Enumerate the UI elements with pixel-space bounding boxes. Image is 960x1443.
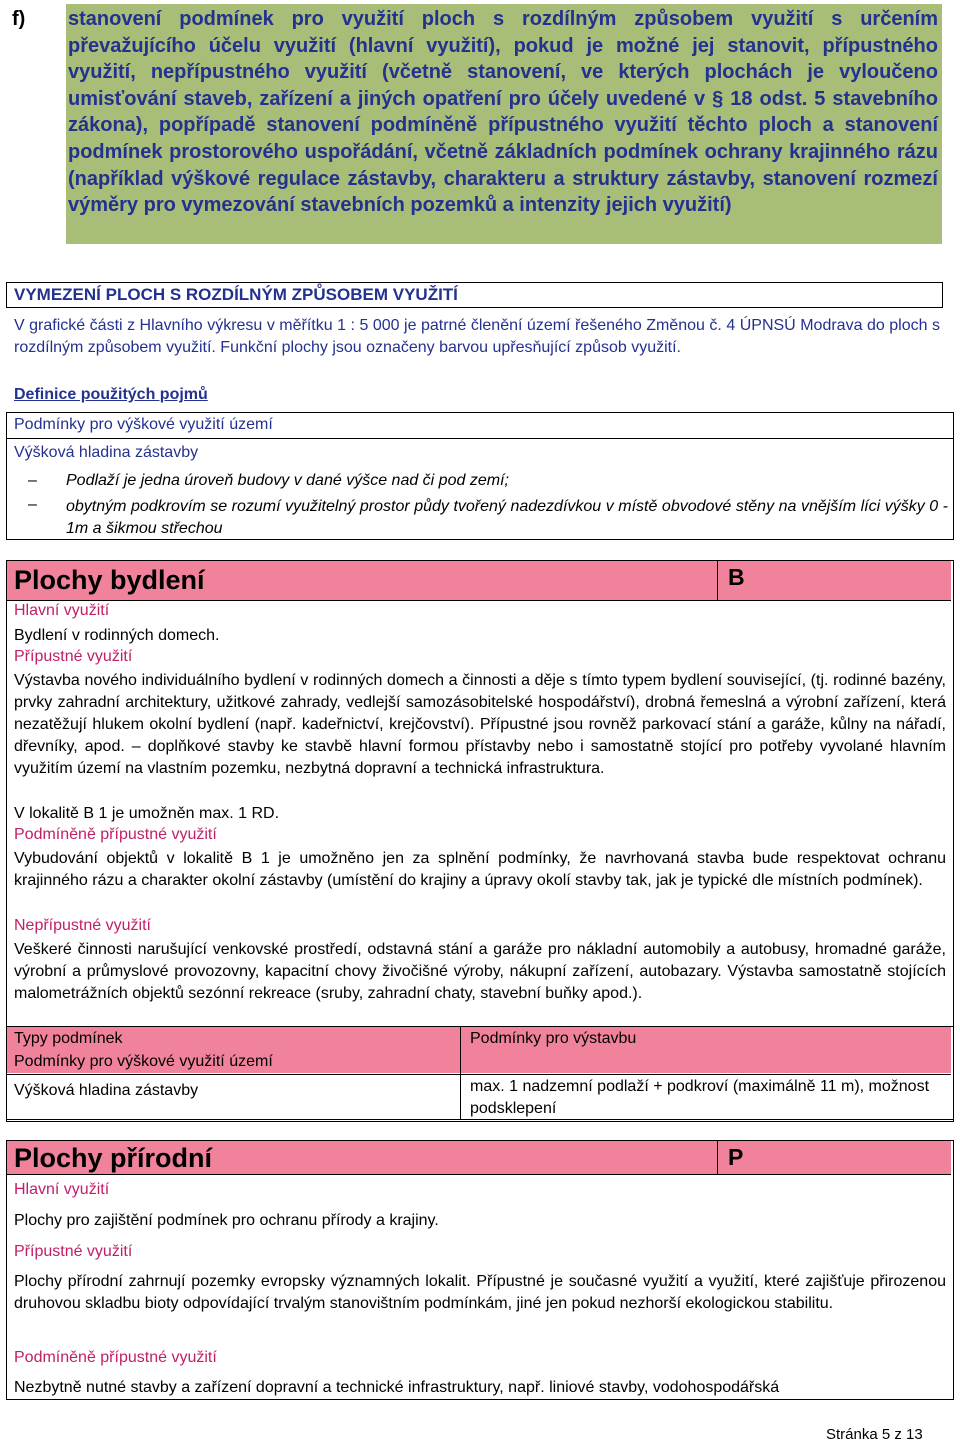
table-divider [7,1074,951,1075]
bydleni-code-cell [718,561,951,601]
prirodni-code: P [728,1144,744,1170]
table-row-value: max. 1 nadzemní podlaží + podkroví (maximálně 11 m), možnost podsklepení [470,1078,930,1117]
table-row-sub: Podmínky pro výškové využití území [14,1053,273,1070]
heading-text [68,6,938,219]
podminene-text: Vybudování objektů v lokalitě B 1 je umožněno jen za splnění podmínky, že navrhovaná stavba bude respektovat ochranu krajinného rázu a charakter okolní zástavby (umístění do krajiny a úpravy okolí stavby tak, jak je typické dle místních podmínek). [14,850,946,889]
table-divider [460,1027,461,1119]
p-hlavni-label: Hlavní využití [14,1181,110,1198]
podminene-label: Podmíněně přípustné využití [14,826,217,843]
list-dash: – [28,496,37,513]
prirodni-title: Plochy přírodní [14,1143,213,1173]
vymezeni-paragraph: V grafické části z Hlavního výkresu v měřítku 1 : 5 000 je patrné členění území řešeného Změnou č. 4 ÚPNSÚ Modrava do ploch s rozdílným způsobem využití. Funkční plochy jsou označeny barvou upřesňující způsob využití. [14,317,940,356]
definice-item: Podlaží je jedna úroveň budovy v dané výšce nad či pod zemí; [66,472,509,489]
hlavni-text: Bydlení v rodinných domech. [14,627,220,644]
p-pripustne-label: Přípustné využití [14,1243,133,1260]
table-col1-head: Typy podmínek [14,1030,123,1047]
definice-item: obytným podkrovím se rozumí využitelný prostor půdy tvořený nadezdívkou v místě obvodové stěny na vnějším líci výšky 0 - 1m a šikmou střechou [66,498,948,537]
nepripustne-text: Veškeré činnosti narušující venkovské prostředí, odstavná stání a garáže pro nákladní automobily a autobusy, hromadné garáže, výrobní a průmyslové provozovny, kapacitní chovy živočišné výroby, nákupní zařízení, autobazary. Výstavba samostatně stojících malometrážních objektů sezónní rekreace (sruby, zahradní chaty, stavební buňky apod.). [14,941,946,1002]
heading-last-line: výměry pro vymezování stavebních pozemků a intenzity jejich využití) [68,194,732,217]
p-hlavni-text: Plochy pro zajištění podmínek pro ochranu přírody a krajiny. [14,1212,439,1229]
table-col2-head: Podmínky pro výstavbu [470,1030,637,1047]
section-label: f) [12,8,26,30]
pripustne-text-2: V lokalitě B 1 je umožněn max. 1 RD. [14,805,280,822]
p-podminene-label: Podmíněně přípustné využití [14,1349,217,1366]
definice-sub: Podmínky pro výškové využití území [14,416,273,433]
definice-head: Výšková hladina zástavby [14,444,199,461]
nepripustne-label: Nepřípustné využití [14,917,151,934]
list-dash: – [28,472,37,489]
pripustne-text: Výstavba nového individuálního bydlení v rodinných domech a činnosti a děje s tímto typem bydlení související, (tj. rodinné bazény, prvky zahradní architektury, užitkové zahrady, vedlejší samozásobitelské hospodářství), drobná řemeslná a výrobní zařízení, která nezatěžují hlukem okolní bydlení (např. kadeřnictví, krejčovství). Přípustné jsou rovněž parkovací stání a garáže, kůlny na nářadí, dřevníky, apod. – doplňkové stavby ke stavbě hlavní formou přístavby nebo i samostatně stojící pro potřeby vyvolané hlavním využitím území na vlastním pozemku, nezbytná dopravní a technická infrastruktura. [14,672,946,777]
vymezeni-title: VYMEZENÍ PLOCH S ROZDÍLNÝM ZPŮSOBEM VYUŽITÍ [14,285,458,304]
hlavni-label: Hlavní využití [14,602,110,619]
table-row-label: Výšková hladina zástavby [14,1082,199,1099]
bydleni-code: B [728,564,745,590]
prirodni-header-divider [717,1141,718,1175]
heading-body: stanovení podmínek pro využití ploch s rozdílným způsobem využití s určením převažujícího účelu využití (hlavní využití), pokud je možné jej stanovit, přípustného využití, nepřípustného využití (včetně stanovení, ve kterých plochách je vyloučeno umisťování staveb, zařízení a jiných opatření pro účely uvedené v § 18 odst. 5 stavebního zákona), popřípadě stanovení podmíněně přípustného využití těchto ploch a stanovení podmínek prostorového uspořádání, včetně základních podmínek ochrany krajinného rázu (například výškové regulace zástavby, charakteru a struktury zástavby, stanovení rozmezí [68,8,938,190]
bydleni-title: Plochy bydlení [14,565,205,595]
p-podminene-text: Nezbytně nutné stavby a zařízení dopravní a technické infrastruktury, např. liniové stavby, vodohospodářská [14,1379,780,1396]
page-number: Stránka 5 z 13 [826,1426,923,1443]
p-pripustne-text: Plochy přírodní zahrnují pozemky evropsky významných lokalit. Přípustné je současné využití a využití, které zajišťuje přirozenou druhovou skladbu bioty odpovídající trvalým stanovištním podmínkám, jiné jen pokud nezhorší ekologickou stabilitu. [14,1273,946,1312]
definice-title: Definice použitých pojmů [14,386,208,403]
pripustne-label: Přípustné využití [14,648,133,665]
